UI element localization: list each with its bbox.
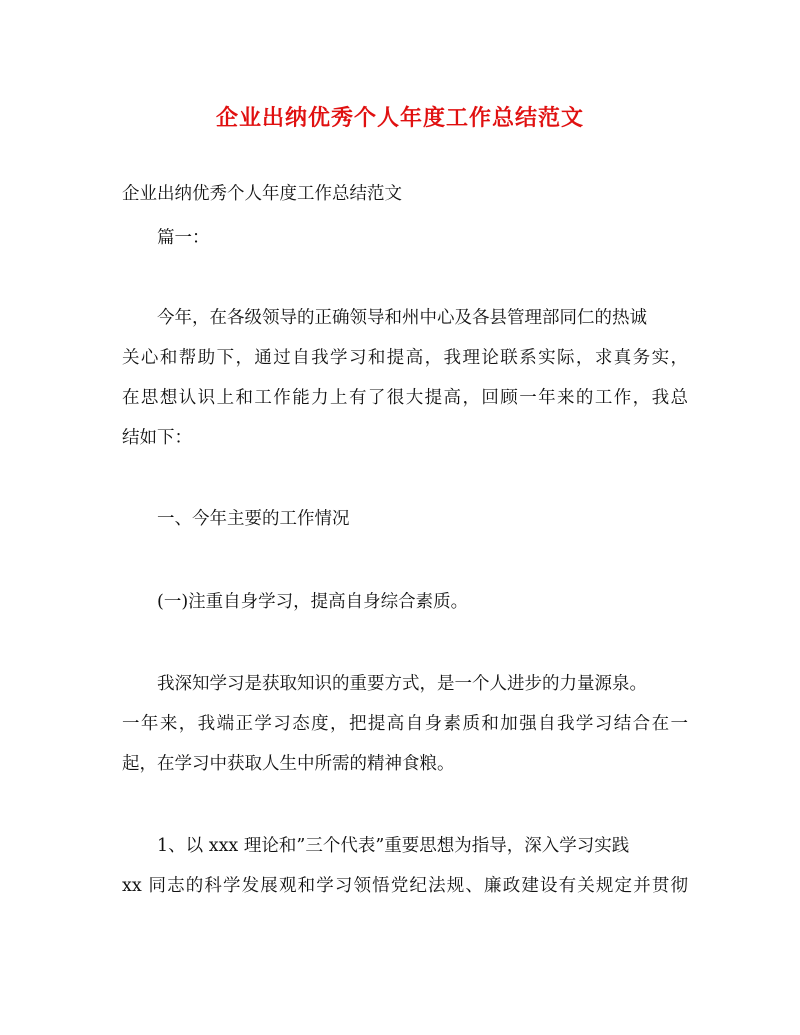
- paragraph-line: 我深知学习是获取知识的重要方式，是一个人进步的力量源泉。: [157, 674, 647, 694]
- paragraph-line: xx 同志的科学发展观和学习领悟党纪法规、廉政建设有关规定并贯彻: [122, 876, 688, 896]
- intro-paragraph: [122, 302, 688, 454]
- study-paragraph: [122, 668, 688, 780]
- subtitle-text: 企业出纳优秀个人年度工作总结范文: [122, 184, 402, 204]
- item1-paragraph: [122, 830, 688, 902]
- part-label-text: 篇一：: [157, 228, 210, 248]
- section-heading: [122, 503, 688, 535]
- paragraph-line: 一年来，我端正学习态度，把提高自身素质和加强自我学习结合在一: [122, 714, 688, 734]
- section-heading-text: 一、今年主要的工作情况: [157, 509, 350, 529]
- document-title: 企业出纳优秀个人年度工作总结范文: [215, 105, 584, 131]
- paragraph-line: 1、以 xxx 理论和”三个代表”重要思想为指导，深入学习实践: [157, 836, 630, 856]
- paragraph-line: 关心和帮助下，通过自我学习和提高，我理论联系实际，求真务实，: [122, 348, 688, 368]
- paragraph-line: 起，在学习中获取人生中所需的精神食粮。: [122, 754, 455, 774]
- document-subtitle: [122, 178, 688, 210]
- paragraph-line: 今年，在各级领导的正确领导和州中心及各县管理部同仁的热诚: [157, 308, 647, 328]
- subsection-heading: [122, 586, 688, 618]
- subsection-heading-text: (一)注重自身学习，提高自身综合素质。: [157, 592, 469, 612]
- paragraph-line: 在思想认识上和工作能力上有了很大提高，回顾一年来的工作，我总: [122, 388, 688, 408]
- paragraph-line: 结如下：: [122, 428, 192, 448]
- part-label: [122, 222, 688, 254]
